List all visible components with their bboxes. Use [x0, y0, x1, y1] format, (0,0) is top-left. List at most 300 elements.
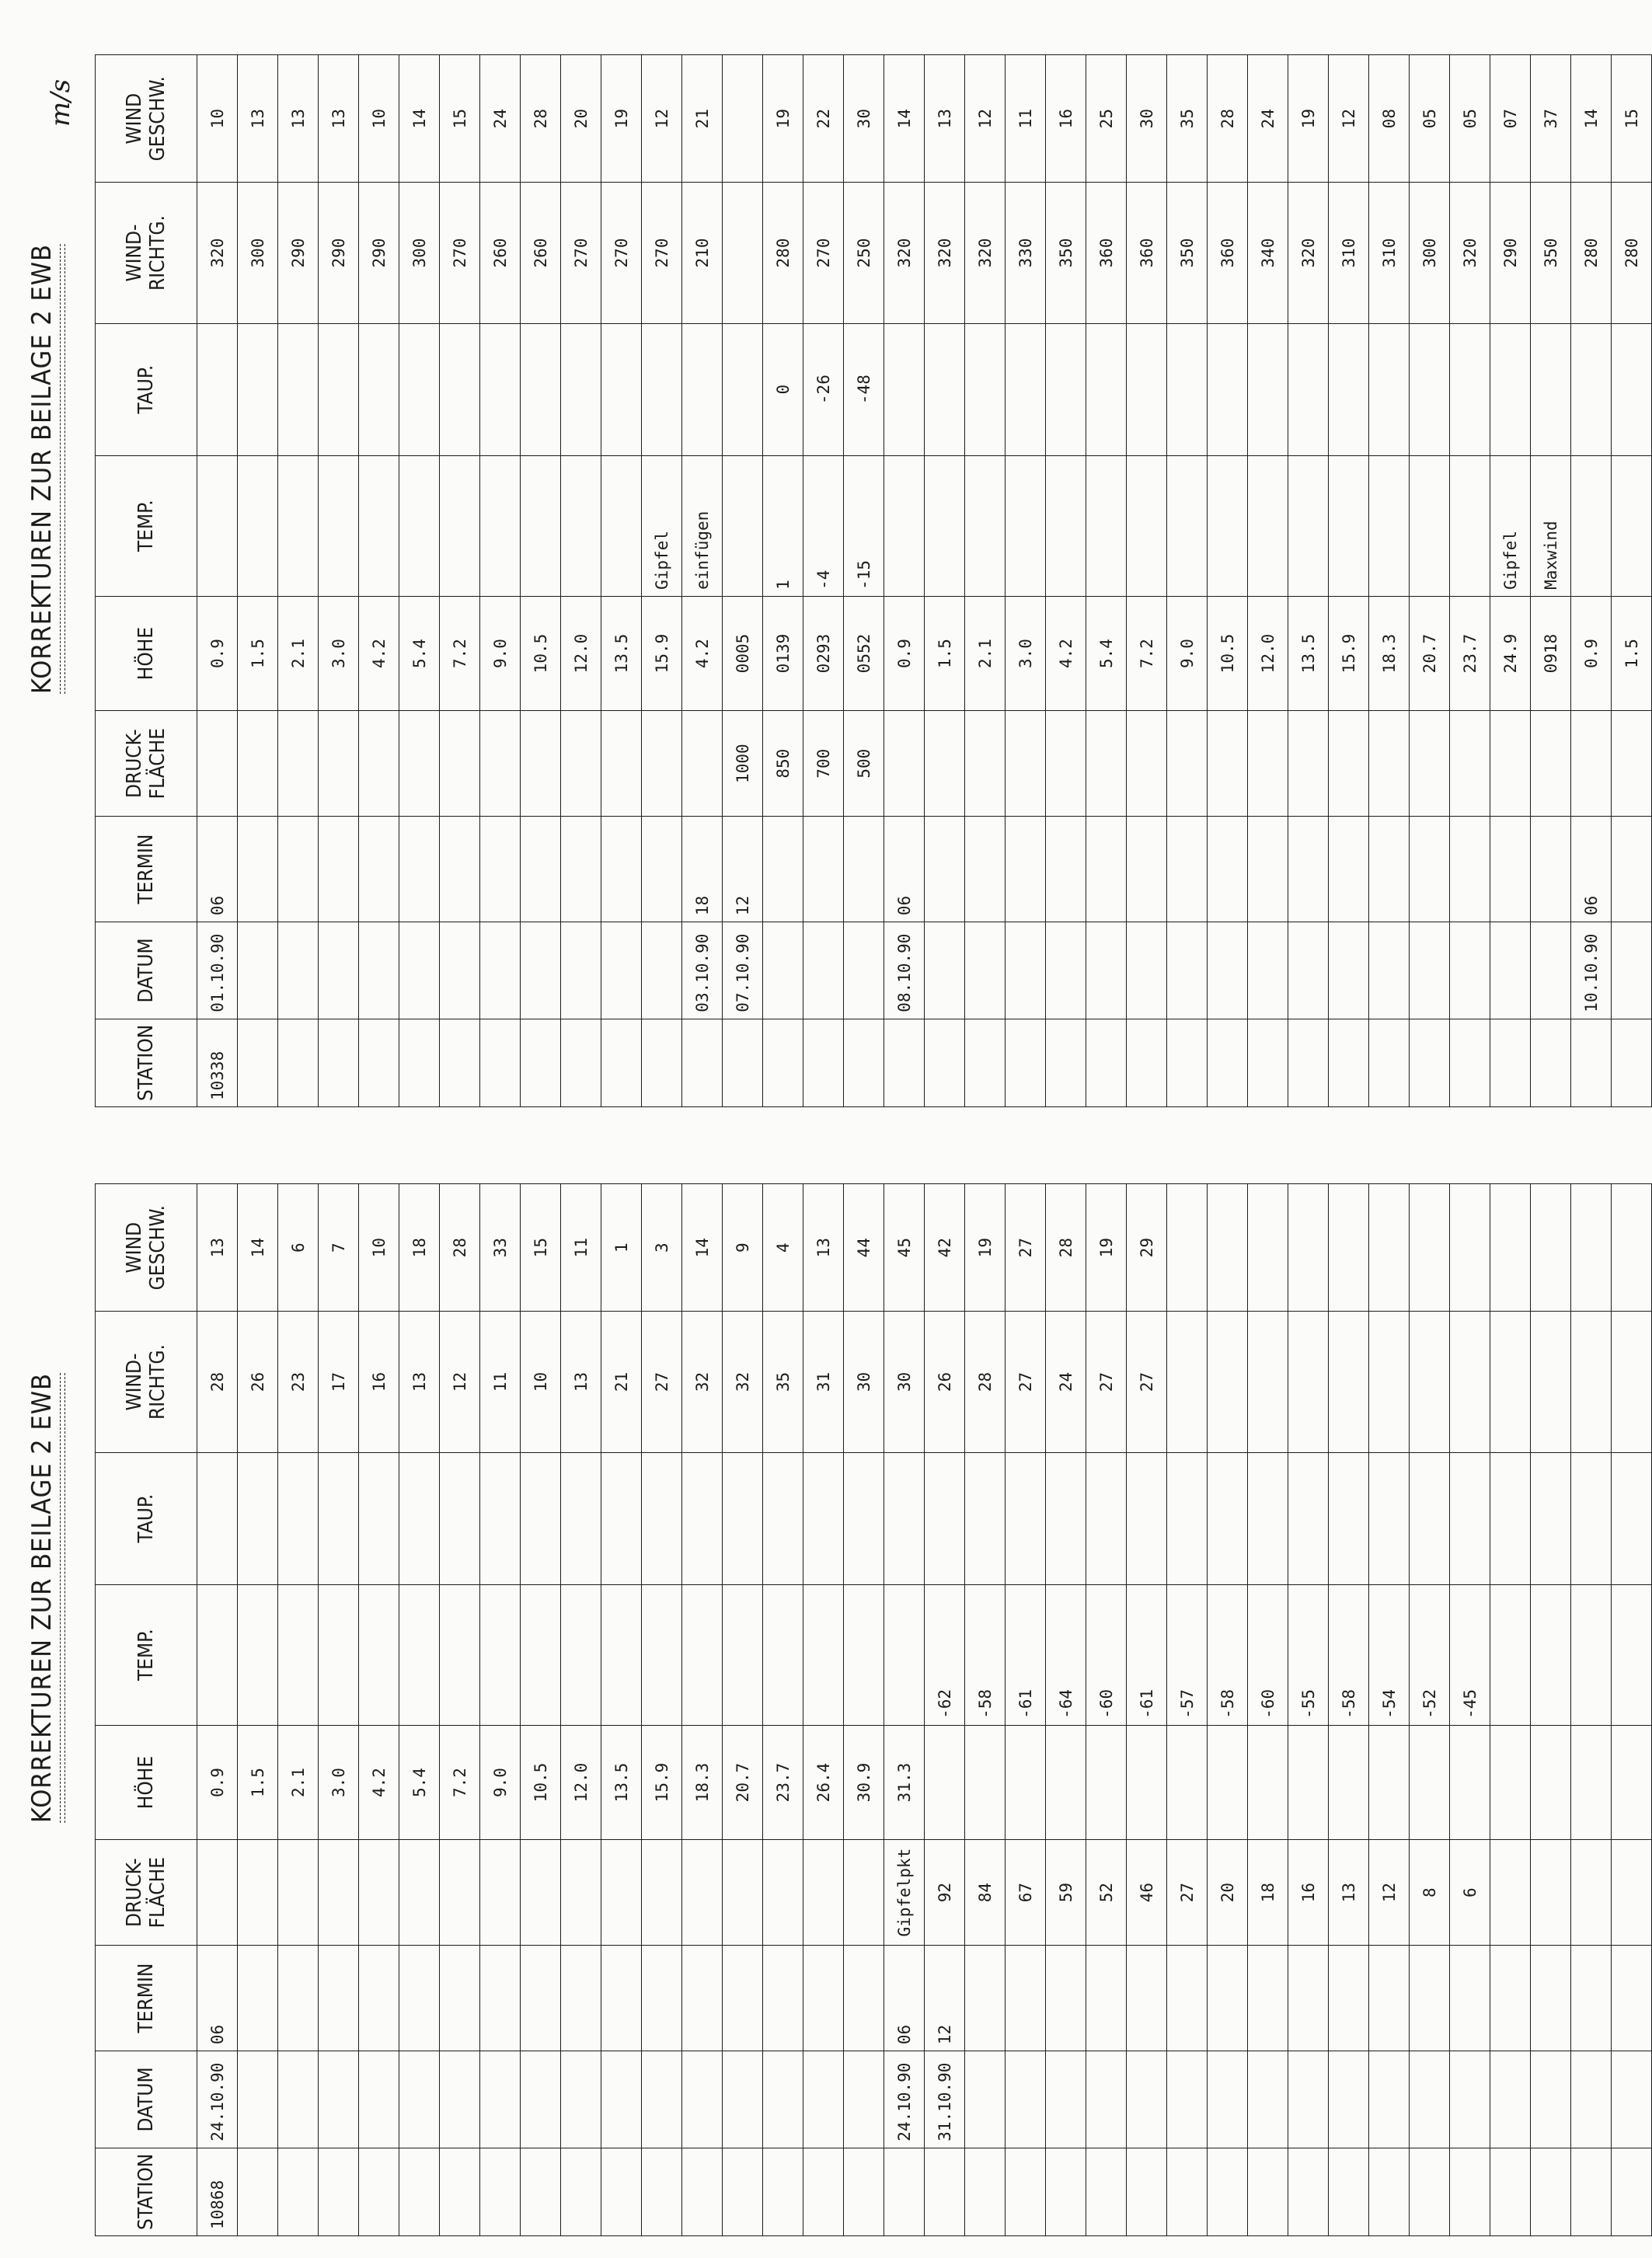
- cell-termin: [1127, 1946, 1167, 2051]
- cell-druckflaeche: [1410, 711, 1450, 817]
- cell-druckflaeche: [723, 1840, 763, 1946]
- cell-station: [521, 2148, 561, 2235]
- cell-windrichtung: 13: [561, 1312, 601, 1452]
- correction-table: [95, 54, 1652, 1107]
- cell-temp: [1248, 455, 1288, 596]
- cell-temp: [319, 1584, 359, 1725]
- cell-taup: [521, 323, 561, 455]
- cell-datum: [480, 2051, 521, 2148]
- table-row: [803, 55, 844, 1107]
- cell-datum: [763, 922, 803, 1019]
- cell-windrichtung: 280: [1571, 183, 1612, 323]
- cell-taup: [763, 1452, 803, 1584]
- cell-station: [1531, 2148, 1571, 2235]
- cell-datum: [1005, 922, 1046, 1019]
- cell-hoehe: 23.7: [763, 1725, 803, 1839]
- cell-hoehe: 3.0: [1005, 596, 1046, 710]
- cell-druckflaeche: [642, 1840, 682, 1946]
- cell-datum: 10.10.90: [1571, 922, 1612, 1019]
- cell-taup: [319, 323, 359, 455]
- cell-taup: [1612, 1452, 1652, 1584]
- cell-hoehe: 12.0: [561, 596, 601, 710]
- cell-hoehe: [1369, 1725, 1410, 1839]
- cell-druckflaeche: [1571, 1840, 1612, 1946]
- cell-termin: [238, 1946, 278, 2051]
- cell-windgeschw: 15: [1612, 55, 1652, 183]
- cell-druckflaeche: [399, 1840, 440, 1946]
- cell-windrichtung: 27: [1127, 1312, 1167, 1452]
- cell-windrichtung: 270: [440, 183, 480, 323]
- cell-hoehe: 5.4: [399, 1725, 440, 1839]
- cell-taup: [682, 323, 723, 455]
- cell-druckflaeche: [763, 1840, 803, 1946]
- cell-hoehe: 0552: [844, 596, 884, 710]
- table-row: [480, 1184, 521, 2236]
- table-row: [440, 55, 480, 1107]
- cell-windgeschw: 13: [197, 1184, 238, 1312]
- cell-station: 10868: [197, 2148, 238, 2235]
- cell-windrichtung: 270: [561, 183, 601, 323]
- cell-taup: [440, 1452, 480, 1584]
- cell-windgeschw: 33: [480, 1184, 521, 1312]
- cell-windrichtung: 10: [521, 1312, 561, 1452]
- cell-temp: [723, 1584, 763, 1725]
- cell-windgeschw: 44: [844, 1184, 884, 1312]
- cell-taup: [884, 1452, 925, 1584]
- cell-termin: [642, 817, 682, 922]
- cell-windgeschw: 42: [925, 1184, 965, 1312]
- cell-taup: [1450, 323, 1490, 455]
- col-header-datum: DATUM: [96, 2051, 197, 2148]
- table-row: [1531, 55, 1571, 1107]
- cell-temp: -64: [1046, 1584, 1086, 1725]
- cell-datum: [1046, 2051, 1086, 2148]
- cell-taup: [1329, 323, 1369, 455]
- cell-termin: [1329, 817, 1369, 922]
- cell-druckflaeche: [521, 1840, 561, 1946]
- cell-windgeschw: 16: [1046, 55, 1086, 183]
- cell-termin: 06: [884, 1946, 925, 2051]
- cell-temp: -60: [1086, 1584, 1127, 1725]
- cell-station: [1127, 2148, 1167, 2235]
- table-row: [399, 55, 440, 1107]
- header-row: [96, 55, 197, 1107]
- cell-datum: [440, 2051, 480, 2148]
- cell-termin: [319, 817, 359, 922]
- cell-station: [803, 1019, 844, 1106]
- cell-hoehe: 0293: [803, 596, 844, 710]
- cell-hoehe: [1127, 1725, 1167, 1839]
- cell-hoehe: [1005, 1725, 1046, 1839]
- cell-windgeschw: 19: [763, 55, 803, 183]
- cell-temp: Gipfel: [1490, 455, 1531, 596]
- cell-termin: [399, 817, 440, 922]
- cell-windgeschw: 12: [642, 55, 682, 183]
- cell-taup: [1127, 323, 1167, 455]
- cell-hoehe: 7.2: [440, 596, 480, 710]
- cell-druckflaeche: [1127, 711, 1167, 817]
- cell-druckflaeche: [884, 711, 925, 817]
- cell-hoehe: 15.9: [642, 596, 682, 710]
- cell-hoehe: 9.0: [480, 596, 521, 710]
- cell-taup: [1208, 323, 1248, 455]
- cell-windgeschw: 11: [561, 1184, 601, 1312]
- cell-taup: 0: [763, 323, 803, 455]
- cell-windrichtung: 360: [1086, 183, 1127, 323]
- cell-datum: [1288, 2051, 1329, 2148]
- table-row: [844, 55, 884, 1107]
- cell-windrichtung: 330: [1005, 183, 1046, 323]
- cell-hoehe: 9.0: [1167, 596, 1208, 710]
- cell-druckflaeche: 52: [1086, 1840, 1127, 1946]
- cell-windgeschw: [1288, 1184, 1329, 1312]
- cell-windrichtung: [1571, 1312, 1612, 1452]
- table-row: [1046, 1184, 1086, 2236]
- cell-druckflaeche: [1288, 711, 1329, 817]
- cell-hoehe: 1.5: [238, 596, 278, 710]
- cell-windgeschw: [1531, 1184, 1571, 1312]
- cell-druckflaeche: 1000: [723, 711, 763, 817]
- cell-termin: 12: [925, 1946, 965, 2051]
- cell-station: [1208, 2148, 1248, 2235]
- cell-hoehe: 0.9: [1571, 596, 1612, 710]
- cell-station: [803, 2148, 844, 2235]
- cell-temp: [682, 1584, 723, 1725]
- cell-druckflaeche: 6: [1450, 1840, 1490, 1946]
- cell-datum: [965, 922, 1005, 1019]
- cell-druckflaeche: [561, 711, 601, 817]
- cell-druckflaeche: [1450, 711, 1490, 817]
- cell-station: [884, 1019, 925, 1106]
- cell-datum: [1612, 922, 1652, 1019]
- cell-taup: [1288, 1452, 1329, 1584]
- cell-termin: [601, 817, 642, 922]
- cell-station: [925, 2148, 965, 2235]
- cell-taup: [1005, 1452, 1046, 1584]
- cell-termin: [803, 1946, 844, 2051]
- table-row: [1248, 55, 1288, 1107]
- cell-windgeschw: 14: [238, 1184, 278, 1312]
- cell-datum: [1410, 2051, 1450, 2148]
- cell-station: [1410, 2148, 1450, 2235]
- cell-termin: [1612, 817, 1652, 922]
- table-row: [359, 1184, 399, 2236]
- cell-datum: [1571, 2051, 1612, 2148]
- cell-druckflaeche: 18: [1248, 1840, 1288, 1946]
- cell-temp: [521, 1584, 561, 1725]
- cell-temp: -58: [1208, 1584, 1248, 1725]
- cell-datum: [1410, 922, 1450, 1019]
- table-row: [601, 55, 642, 1107]
- cell-datum: [803, 2051, 844, 2148]
- cell-windgeschw: 28: [521, 55, 561, 183]
- cell-windgeschw: [1208, 1184, 1248, 1312]
- cell-windrichtung: 23: [278, 1312, 319, 1452]
- table-row: [1571, 55, 1612, 1107]
- cell-windrichtung: 26: [925, 1312, 965, 1452]
- cell-taup: [601, 1452, 642, 1584]
- cell-datum: [278, 2051, 319, 2148]
- cell-taup: [1086, 1452, 1127, 1584]
- cell-taup: [1571, 323, 1612, 455]
- cell-temp: [359, 455, 399, 596]
- cell-druckflaeche: [803, 1840, 844, 1946]
- table-row: [1086, 1184, 1127, 2236]
- table-row: [197, 55, 238, 1107]
- cell-datum: 01.10.90: [197, 922, 238, 1019]
- cell-druckflaeche: 8: [1410, 1840, 1450, 1946]
- cell-druckflaeche: [1531, 711, 1571, 817]
- table-row: [1288, 1184, 1329, 2236]
- cell-druckflaeche: [1612, 711, 1652, 817]
- table-row: [884, 1184, 925, 2236]
- cell-druckflaeche: [1329, 711, 1369, 817]
- table-row: [763, 1184, 803, 2236]
- cell-temp: -57: [1167, 1584, 1208, 1725]
- cell-windgeschw: 14: [399, 55, 440, 183]
- cell-datum: [1450, 2051, 1490, 2148]
- cell-datum: [844, 2051, 884, 2148]
- cell-datum: [1248, 922, 1288, 1019]
- cell-windrichtung: [1450, 1312, 1490, 1452]
- cell-temp: -61: [1005, 1584, 1046, 1725]
- cell-station: [278, 2148, 319, 2235]
- cell-windgeschw: 21: [682, 55, 723, 183]
- cell-datum: [803, 922, 844, 1019]
- table-row: [1329, 55, 1369, 1107]
- cell-druckflaeche: [440, 1840, 480, 1946]
- cell-druckflaeche: [1490, 1840, 1531, 1946]
- cell-station: [1288, 1019, 1329, 1106]
- cell-windgeschw: 15: [440, 55, 480, 183]
- cell-temp: [1127, 455, 1167, 596]
- cell-hoehe: 1.5: [925, 596, 965, 710]
- table-row: [1005, 1184, 1046, 2236]
- cell-hoehe: [1612, 1725, 1652, 1839]
- cell-datum: [521, 922, 561, 1019]
- cell-hoehe: [1086, 1725, 1127, 1839]
- cell-station: [1531, 1019, 1571, 1106]
- cell-windrichtung: 27: [1005, 1312, 1046, 1452]
- cell-datum: [1490, 922, 1531, 1019]
- cell-taup: [884, 323, 925, 455]
- cell-hoehe: 4.2: [359, 596, 399, 710]
- cell-temp: [440, 455, 480, 596]
- cell-station: [682, 1019, 723, 1106]
- cell-windgeschw: 08: [1369, 55, 1410, 183]
- table-row: [723, 55, 763, 1107]
- cell-station: [925, 1019, 965, 1106]
- cell-taup: [197, 323, 238, 455]
- cell-druckflaeche: 67: [1005, 1840, 1046, 1946]
- cell-taup: [1490, 323, 1531, 455]
- cell-windrichtung: 290: [359, 183, 399, 323]
- cell-termin: [480, 817, 521, 922]
- cell-station: [1167, 2148, 1208, 2235]
- cell-windrichtung: 30: [844, 1312, 884, 1452]
- cell-hoehe: [1208, 1725, 1248, 1839]
- cell-station: [1369, 1019, 1410, 1106]
- cell-hoehe: 3.0: [319, 1725, 359, 1839]
- cell-windgeschw: 19: [1086, 1184, 1127, 1312]
- cell-windrichtung: 260: [521, 183, 561, 323]
- col-header-druckflaeche: DRUCK- FLÄCHE: [96, 711, 197, 817]
- cell-datum: [601, 922, 642, 1019]
- cell-windgeschw: [1612, 1184, 1652, 1312]
- cell-datum: [642, 2051, 682, 2148]
- cell-hoehe: 31.3: [884, 1725, 925, 1839]
- cell-temp: [278, 1584, 319, 1725]
- cell-windrichtung: 31: [803, 1312, 844, 1452]
- cell-windgeschw: 29: [1127, 1184, 1167, 1312]
- table-row: [197, 1184, 238, 2236]
- cell-windgeschw: 6: [278, 1184, 319, 1312]
- cell-windrichtung: 260: [480, 183, 521, 323]
- cell-termin: [965, 817, 1005, 922]
- cell-temp: [319, 455, 359, 596]
- cell-windgeschw: 13: [238, 55, 278, 183]
- cell-station: [1208, 1019, 1248, 1106]
- table-row: [1410, 1184, 1450, 2236]
- col-header-station: STATION: [96, 2148, 197, 2235]
- cell-druckflaeche: 84: [965, 1840, 1005, 1946]
- cell-taup: [1167, 1452, 1208, 1584]
- cell-station: [723, 1019, 763, 1106]
- cell-termin: [278, 817, 319, 922]
- col-header-windgeschw: WIND GESCHW.: [96, 55, 197, 183]
- cell-windrichtung: 320: [884, 183, 925, 323]
- table-row: [440, 1184, 480, 2236]
- cell-windgeschw: 14: [884, 55, 925, 183]
- cell-hoehe: 13.5: [1288, 596, 1329, 710]
- cell-windrichtung: 28: [965, 1312, 1005, 1452]
- table-row: [480, 55, 521, 1107]
- cell-druckflaeche: [359, 1840, 399, 1946]
- cell-windrichtung: 280: [1612, 183, 1652, 323]
- cell-druckflaeche: 16: [1288, 1840, 1329, 1946]
- table-row: [1127, 1184, 1167, 2236]
- cell-windgeschw: [1490, 1184, 1531, 1312]
- cell-taup: [359, 1452, 399, 1584]
- cell-taup: [642, 1452, 682, 1584]
- cell-termin: [1369, 817, 1410, 922]
- table-row: [399, 1184, 440, 2236]
- table-row: [1005, 55, 1046, 1107]
- cell-taup: [278, 323, 319, 455]
- cell-termin: [521, 817, 561, 922]
- cell-windgeschw: 19: [1288, 55, 1329, 183]
- cell-hoehe: 4.2: [682, 596, 723, 710]
- cell-temp: [399, 1584, 440, 1725]
- cell-windrichtung: 270: [601, 183, 642, 323]
- cell-windrichtung: 24: [1046, 1312, 1086, 1452]
- cell-druckflaeche: [521, 711, 561, 817]
- cell-hoehe: [965, 1725, 1005, 1839]
- cell-station: [319, 2148, 359, 2235]
- cell-termin: 06: [884, 817, 925, 922]
- cell-station: [1329, 1019, 1369, 1106]
- cell-windrichtung: 320: [1288, 183, 1329, 323]
- col-header-taup: TAUP.: [96, 323, 197, 455]
- cell-temp: [521, 455, 561, 596]
- cell-termin: [359, 817, 399, 922]
- cell-temp: [1571, 455, 1612, 596]
- cell-windrichtung: 250: [844, 183, 884, 323]
- cell-termin: [1005, 1946, 1046, 2051]
- table-row: [278, 55, 319, 1107]
- table-row: [1450, 55, 1490, 1107]
- cell-druckflaeche: 92: [925, 1840, 965, 1946]
- cell-windrichtung: 350: [1046, 183, 1086, 323]
- cell-datum: [238, 2051, 278, 2148]
- cell-temp: [601, 1584, 642, 1725]
- cell-station: [1490, 1019, 1531, 1106]
- cell-datum: [844, 922, 884, 1019]
- cell-taup: [480, 1452, 521, 1584]
- cell-hoehe: 12.0: [561, 1725, 601, 1839]
- cell-windrichtung: 290: [278, 183, 319, 323]
- cell-temp: [197, 455, 238, 596]
- table-row: [965, 1184, 1005, 2236]
- cell-windrichtung: [1167, 1312, 1208, 1452]
- cell-taup: [278, 1452, 319, 1584]
- col-header-taup: TAUP.: [96, 1452, 197, 1584]
- cell-windgeschw: 12: [1329, 55, 1369, 183]
- cell-datum: [1248, 2051, 1288, 2148]
- table-row: [1208, 1184, 1248, 2236]
- cell-taup: [1288, 323, 1329, 455]
- cell-station: [844, 1019, 884, 1106]
- cell-station: [480, 2148, 521, 2235]
- cell-datum: [238, 922, 278, 1019]
- cell-termin: [1612, 1946, 1652, 2051]
- cell-windgeschw: 13: [803, 1184, 844, 1312]
- cell-temp: [238, 455, 278, 596]
- cell-windrichtung: 300: [399, 183, 440, 323]
- cell-station: [1369, 2148, 1410, 2235]
- cell-datum: [682, 2051, 723, 2148]
- cell-hoehe: 4.2: [359, 1725, 399, 1839]
- cell-temp: [1571, 1584, 1612, 1725]
- cell-datum: [359, 2051, 399, 2148]
- cell-termin: [1127, 817, 1167, 922]
- correction-table: [95, 1183, 1652, 2236]
- table-row: [1167, 1184, 1208, 2236]
- cell-windrichtung: [1288, 1312, 1329, 1452]
- cell-druckflaeche: Gipfelpkt: [884, 1840, 925, 1946]
- cell-station: [1571, 1019, 1612, 1106]
- cell-datum: [1208, 2051, 1248, 2148]
- cell-datum: [642, 922, 682, 1019]
- header-row: [96, 1184, 197, 2236]
- cell-taup: [1127, 1452, 1167, 1584]
- cell-druckflaeche: 12: [1369, 1840, 1410, 1946]
- cell-druckflaeche: [319, 711, 359, 817]
- cell-druckflaeche: [1531, 1840, 1571, 1946]
- cell-windrichtung: 30: [884, 1312, 925, 1452]
- cell-station: [601, 1019, 642, 1106]
- cell-temp: [440, 1584, 480, 1725]
- cell-temp: [1086, 455, 1127, 596]
- cell-hoehe: 3.0: [319, 596, 359, 710]
- cell-windgeschw: 14: [682, 1184, 723, 1312]
- cell-taup: [238, 1452, 278, 1584]
- cell-termin: [1046, 817, 1086, 922]
- cell-hoehe: 5.4: [399, 596, 440, 710]
- cell-datum: 03.10.90: [682, 922, 723, 1019]
- cell-termin: [1086, 1946, 1127, 2051]
- table-row: [1167, 55, 1208, 1107]
